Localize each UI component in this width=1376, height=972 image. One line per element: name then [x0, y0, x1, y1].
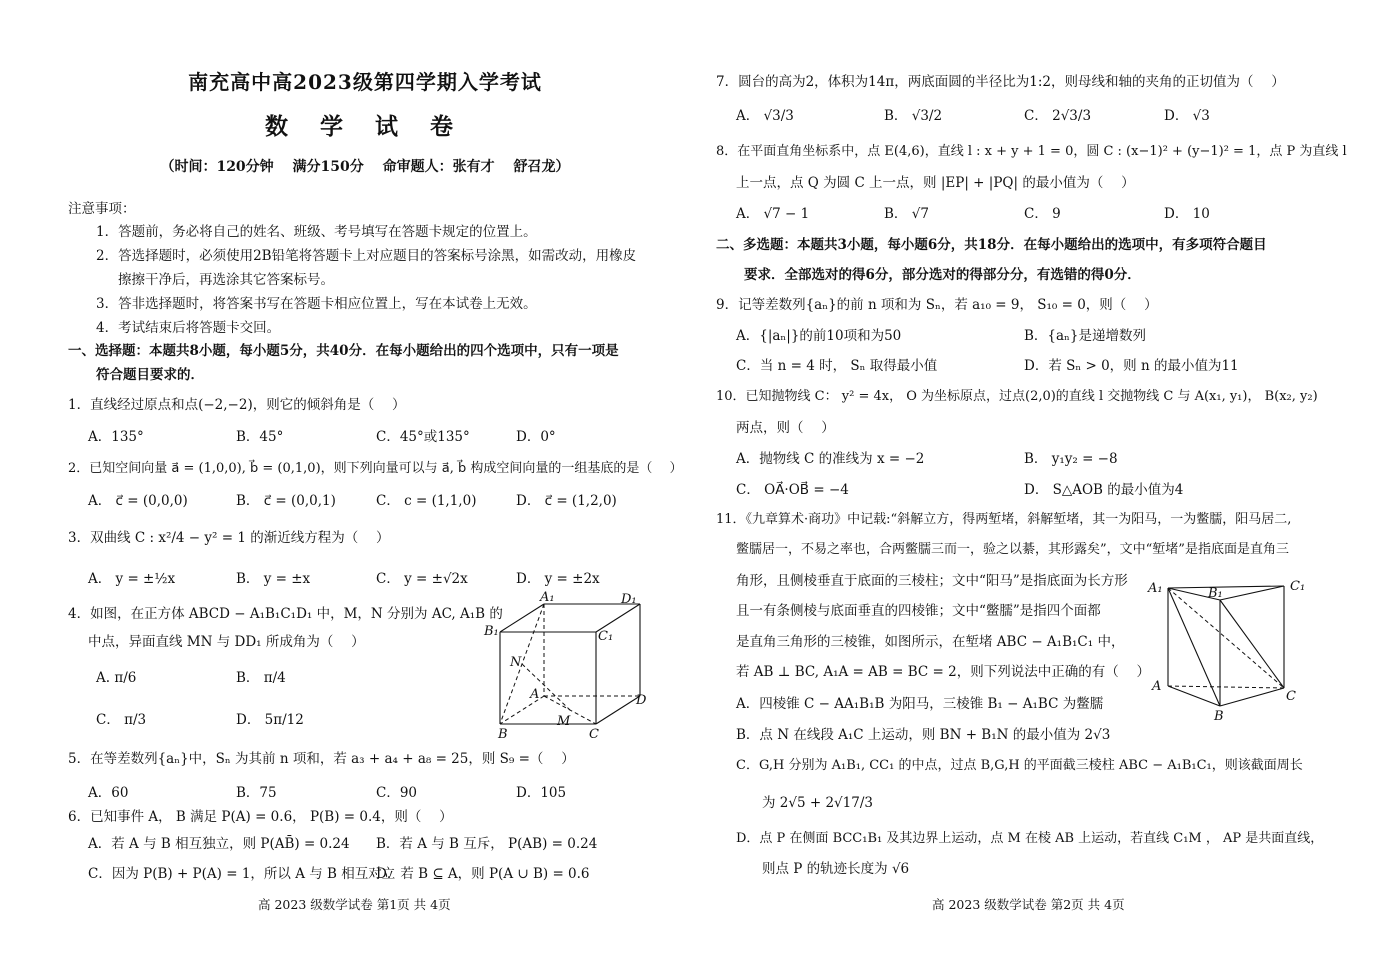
prism-label: C	[1286, 689, 1296, 704]
q6-option-c: C．因为 P(B) + P(A) = 1，所以 A 与 B 相互对立	[88, 866, 396, 882]
q9-option-b: B．{aₙ}是递增数列	[1024, 328, 1146, 344]
question-11-cont: 且一有条侧棱与底面垂直的四棱锥；文中“鳖臑”是指四个面都	[736, 603, 1101, 619]
q1-option-a: A．135°	[88, 429, 144, 445]
prism-edge	[1220, 600, 1284, 688]
q6-option-b: B．若 A 与 B 互斥， P(AB) = 0.24	[376, 836, 598, 852]
cube-label: D₁	[621, 592, 637, 607]
notice-item: 4．考试结束后将答题卡交回。	[96, 320, 281, 336]
exam-info: （时间：120分钟 满分150分 命审题人：张有才 舒召龙）	[160, 159, 570, 175]
q11-option-c: C．G,H 分别为 A₁B₁, CC₁ 的中点，过点 B,G,H 的平面截三棱柱 ABC − A₁B₁C₁，则该截面周长	[736, 758, 1303, 773]
question-8-cont: 上一点，点 Q 为圆 C 上一点，则 |EP| + |PQ| 的最小值为（ ）	[736, 175, 1135, 191]
question-10-cont: 两点，则（ ）	[736, 420, 835, 436]
q1-option-d: D．0°	[516, 429, 556, 445]
question-11-cont: 鳖臑居一，不易之率也，合两鳖臑三而一，验之以綦，其形露矣”，文中“堑堵”是指底面是直角三	[736, 542, 1289, 557]
q10-option-c: C． OA⃗·OB⃗ = −4	[736, 482, 849, 498]
q7-option-d: D． √3	[1164, 108, 1210, 124]
q3-option-c: C． y = ±√2x	[376, 571, 468, 587]
question-11-cont: 是直角三角形的三棱锥，如图所示，在堑堵 ABC − A₁B₁C₁ 中，	[736, 634, 1125, 650]
q8-option-b: B． √7	[884, 206, 929, 222]
cube-label: B	[498, 727, 508, 742]
prism-label: B₁	[1208, 586, 1223, 601]
q8-option-c: C． 9	[1024, 206, 1061, 222]
cube-label: C	[589, 727, 599, 742]
q5-option-a: A．60	[88, 785, 129, 801]
notice-item: 擦擦干净后，再选涂其它答案标号。	[118, 272, 334, 288]
q3-option-b: B． y = ±x	[236, 571, 311, 587]
cube-label: B₁	[484, 624, 499, 639]
cube-edge	[500, 604, 544, 632]
q9-option-a: A．{|aₙ|}的前10项和为50	[736, 328, 902, 344]
section2-title-cont: 要求．全部选对的得6分，部分选对的得部分分，有选错的得0分．	[744, 267, 1141, 283]
q2-option-d: D． c⃗ = (1,2,0)	[516, 493, 617, 509]
q2-option-a: A． c⃗ = (0,0,0)	[88, 493, 188, 509]
prism-edge	[1220, 688, 1284, 706]
right-page	[688, 0, 1376, 972]
cube-label: C₁	[598, 629, 614, 644]
notice-heading: 注意事项：	[68, 201, 136, 217]
prism-figure	[1140, 568, 1320, 728]
footer-page-1: 高 2023 级数学试卷 第1页 共 4页	[258, 897, 451, 912]
question-7: 7．圆台的高为2，体积为14π，两底面圆的半径比为1:2，则母线和轴的夹角的正切值为（ ）	[716, 74, 1285, 90]
exam-title: 南充高中高2023级第四学期入学考试	[188, 70, 542, 94]
question-6: 6．已知事件 A， B 满足 P(A) = 0.6， P(B) = 0.4，则（ ）	[68, 809, 453, 825]
q2-option-c: C． c = (1,1,0)	[376, 493, 477, 509]
q3-option-a: A． y = ±½x	[88, 571, 176, 587]
footer-page-2: 高 2023 级数学试卷 第2页 共 4页	[932, 897, 1125, 912]
q5-option-b: B．75	[236, 785, 277, 801]
notice-item: 3．答非选择题时，将答案书写在答题卡相应位置上，写在本试卷上无效。	[96, 296, 537, 312]
cube-label: A	[530, 687, 540, 702]
q11-option-d: D．点 P 在侧面 BCC₁B₁ 及其边界上运动，点 M 在棱 AB 上运动，若直线 C₁M ， AP 是共面直线，	[736, 831, 1324, 846]
cube-figure	[480, 588, 660, 748]
prism-hidden-edge	[1168, 686, 1284, 688]
question-11-cont: 角形，且侧棱垂直于底面的三棱柱；文中“阳马”是指底面为长方形	[736, 573, 1128, 589]
question-9: 9．记等差数列{aₙ}的前 n 项和为 Sₙ，若 a₁₀ = 9， S₁₀ = 0，则（ ）	[716, 297, 1158, 313]
question-10: 10．已知抛物线 C： y² = 4x， O 为坐标原点，过点(2,0)的直线 l 交抛物线 C 与 A(x₁, y₁)， B(x₂, y₂)	[716, 389, 1318, 404]
question-5: 5．在等差数列{aₙ}中，Sₙ 为其前 n 项和，若 a₃ + a₄ + a₈ = 25，则 S₉ =（ ）	[68, 751, 575, 767]
q8-option-a: A． √7 − 1	[736, 206, 810, 222]
q1-option-c: C．45°或135°	[376, 429, 470, 445]
q11-option-d-cont: 则点 P 的轨迹长度为 √6	[762, 861, 910, 877]
cube-label: M	[557, 714, 571, 729]
q4-option-b: B． π/4	[236, 670, 286, 686]
q6-option-a: A．若 A 与 B 相互独立，则 P(AB̄) = 0.24	[88, 836, 350, 852]
q4-option-c: C． π/3	[96, 712, 147, 728]
question-4: 4．如图，在正方体 ABCD − A₁B₁C₁D₁ 中，M，N 分别为 AC, A₁B 的	[68, 606, 503, 622]
q7-option-c: C． 2√3/3	[1024, 108, 1092, 124]
q2-option-b: B． c⃗ = (0,0,1)	[236, 493, 336, 509]
q10-option-a: A．抛物线 C 的准线为 x = −2	[736, 451, 925, 467]
question-4-cont: 中点，异面直线 MN 与 DD₁ 所成角为（ ）	[88, 634, 365, 650]
prism-edge	[1168, 586, 1284, 588]
section1-title-cont: 符合题目要求的．	[96, 367, 204, 383]
question-11: 11．《九章算术·商功》中记载:“斜解立方，得两堑堵，斜解堑堵，其一为阳马，一为鳖臑，阳马居二,	[716, 512, 1292, 527]
q11-option-a: A．四棱锥 C − AA₁B₁B 为阳马，三棱锥 B₁ − A₁BC 为鳖臑	[736, 696, 1104, 712]
q9-option-c: C．当 n = 4 时， Sₙ 取得最小值	[736, 358, 938, 374]
q4-option-a: A. π/6	[96, 670, 137, 686]
section1-title: 一、选择题：本题共8小题，每小题5分，共40分．在每小题给出的四个选项中，只有一项是	[68, 343, 619, 359]
q6-option-d: D．若 B ⊆ A，则 P(A ∪ B) = 0.6	[376, 866, 590, 882]
q11-option-b: B．点 N 在线段 A₁C 上运动，则 BN + B₁N 的最小值为 2√3	[736, 727, 1111, 743]
question-11-cont: 若 AB ⊥ BC, A₁A = AB = BC = 2，则下列说法中正确的有（ ）	[736, 664, 1150, 680]
cube-label: N	[510, 655, 522, 670]
cube-label: D	[636, 693, 647, 708]
q9-option-d: D．若 Sₙ > 0，则 n 的最小值为11	[1024, 358, 1239, 374]
q7-option-a: A． √3/3	[736, 108, 794, 124]
q10-option-b: B． y₁y₂ = −8	[1024, 451, 1118, 467]
exam-subtitle: 数 学 试 卷	[264, 113, 466, 140]
q7-option-b: B． √3/2	[884, 108, 943, 124]
question-1: 1．直线经过原点和点(−2,−2)，则它的倾斜角是（ ）	[68, 397, 406, 413]
prism-label: A	[1152, 679, 1162, 694]
question-2: 2．已知空间向量 a⃗ = (1,0,0), b⃗ = (0,1,0)，则下列向量可以与 a⃗, b⃗ 构成空间向量的一组基底的是（ ）	[68, 461, 683, 476]
q5-option-d: D．105	[516, 785, 567, 801]
prism-edge	[1168, 588, 1220, 706]
q5-option-c: C．90	[376, 785, 418, 801]
prism-label: B	[1214, 709, 1224, 724]
q1-option-b: B．45°	[236, 429, 284, 445]
cube-edge	[596, 604, 640, 632]
prism-label: A₁	[1148, 581, 1163, 596]
q3-option-d: D． y = ±2x	[516, 571, 600, 587]
section2-title: 二、多选题：本题共3小题，每小题6分，共18分．在每小题给出的选项中，有多项符合题目	[716, 237, 1267, 253]
q8-option-d: D． 10	[1164, 206, 1210, 222]
prism-edge	[1220, 586, 1284, 600]
question-8: 8．在平面直角坐标系中，点 E(4,6)，直线 l : x + y + 1 = 0，圆 C : (x−1)² + (y−1)² = 1，点 P 为直线 l	[716, 144, 1347, 159]
cube-edge	[596, 696, 640, 724]
prism-hidden-edge	[1168, 588, 1284, 688]
cube-label: A₁	[540, 590, 555, 605]
notice-item: 1．答题前，务必将自己的姓名、班级、考号填写在答题卡规定的位置上。	[96, 224, 537, 240]
question-3: 3．双曲线 C : x²/4 − y² = 1 的渐近线方程为（ ）	[68, 530, 390, 546]
q11-option-c-cont: 为 2√5 + 2√17/3	[762, 795, 873, 811]
q4-option-d: D． 5π/12	[236, 712, 304, 728]
q10-option-d: D． S△AOB 的最小值为4	[1024, 482, 1184, 498]
notice-item: 2．答选择题时，必须使用2B铅笔将答题卡上对应题目的答案标号涂黑，如需改动，用橡皮	[96, 248, 637, 264]
prism-label: C₁	[1290, 579, 1306, 594]
